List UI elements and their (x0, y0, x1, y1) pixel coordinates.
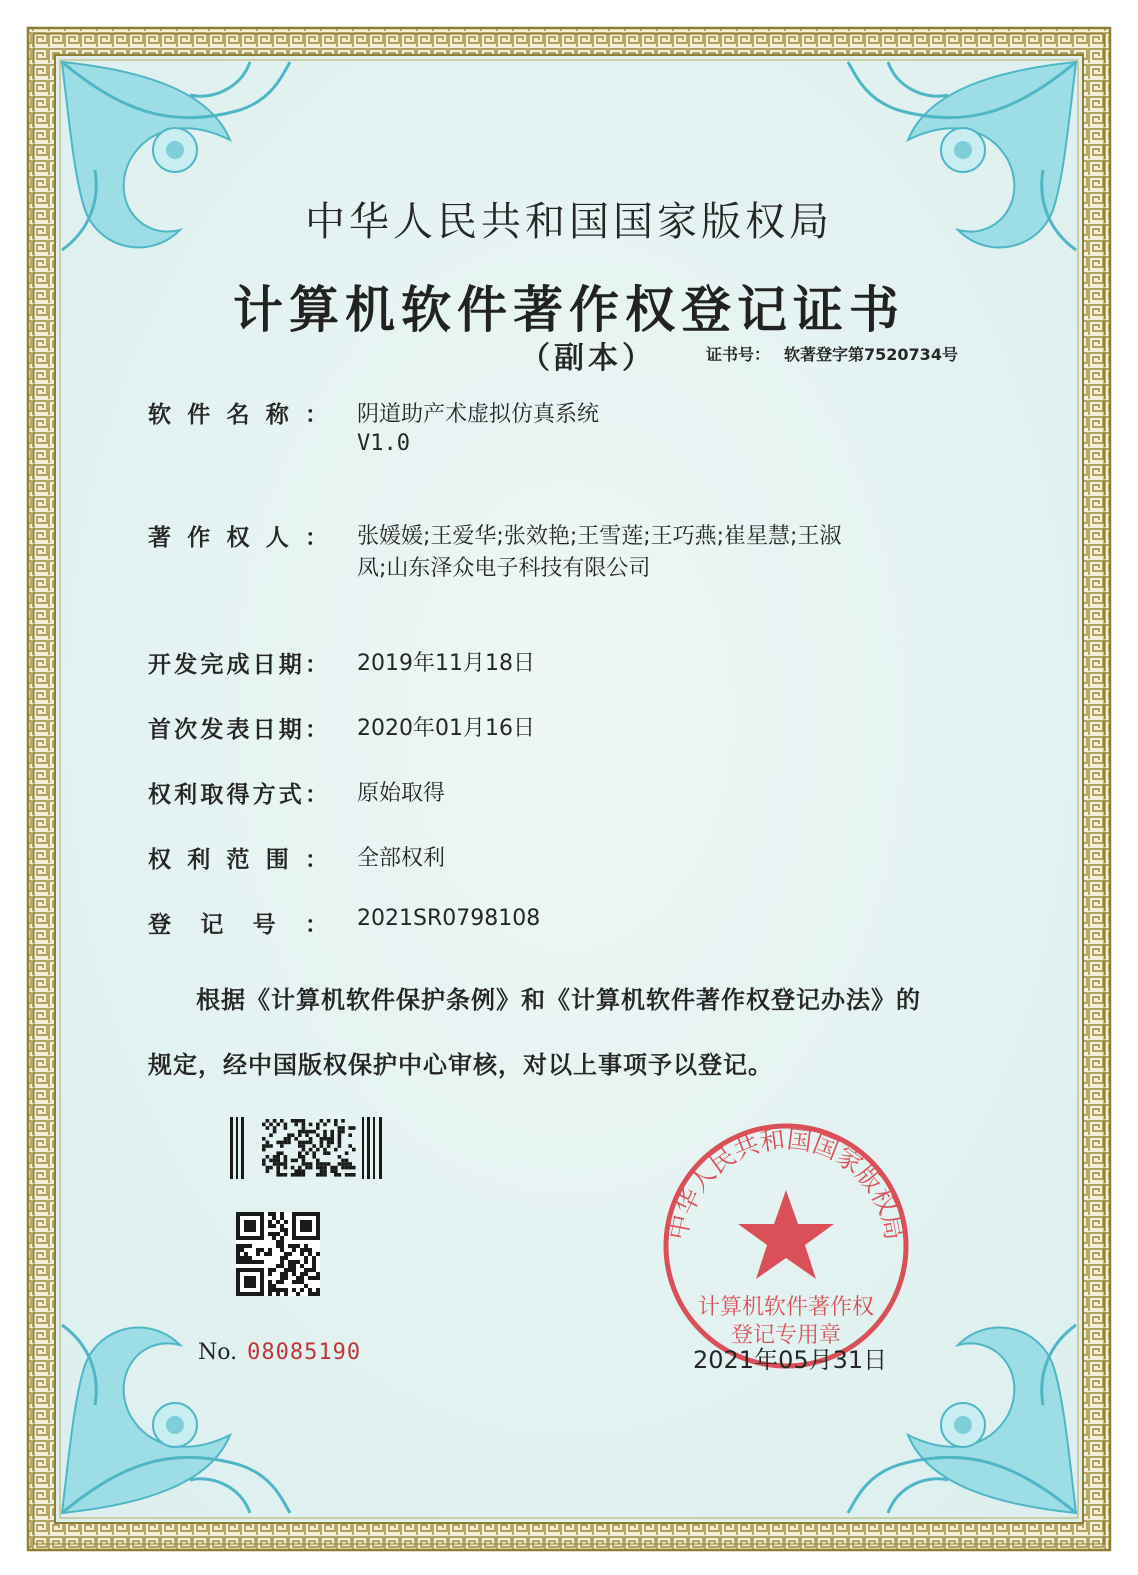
field-value-completion-date: 2019年11月18日 (357, 651, 535, 676)
barcode-image (230, 1117, 392, 1179)
field-value-registration-number: 2021SR0798108 (357, 906, 541, 931)
copy-mark: （副本） (520, 341, 656, 376)
field-label-completion-date: 开 发 完 成 日 期 ： (148, 652, 328, 678)
field-label-rights-scope: 权 利 范 围 ： (148, 847, 328, 873)
field-label-software-name: 软 件 名 称 ： (148, 402, 328, 428)
seal-inner-line-1: 计算机软件著作权 (697, 1295, 875, 1320)
field-value-acquisition-method: 原始取得 (357, 781, 446, 806)
official-seal-stamp (658, 1118, 914, 1374)
statement-line-1: 根据《计算机软件保护条例》和《计算机软件著作权登记办法》的 (196, 986, 921, 1014)
statement-line-2: 规定，经中国版权保护中心审核，对以上事项予以登记。 (148, 1051, 773, 1079)
seal-inner-line-2: 登记专用章 (730, 1323, 842, 1348)
field-label-acquisition-method: 权 利 取 得 方 式 ： (148, 782, 328, 808)
certificate-number (706, 342, 972, 365)
field-label-copyright-owner: 著 作 权 人 ： (148, 525, 328, 551)
serial-number (198, 1340, 361, 1365)
field-value-software-version: V1.0 (357, 431, 410, 456)
field-value-rights-scope: 全部权利 (357, 846, 446, 871)
seal-star-icon (738, 1190, 834, 1279)
field-value-copyright-owner-line2: 凤;山东泽众电子科技有限公司 (357, 556, 651, 581)
field-label-registration-number: 登 记 号 ： (148, 912, 328, 938)
certificate-number-value: 软著登字第7520734号 (784, 345, 958, 364)
seal-outer-text: 中华人民共和国国家版权局 (662, 1124, 910, 1243)
issue-date: 2021年05月31日 (693, 1346, 888, 1374)
field-value-copyright-owner-line1: 张媛媛;王爱华;张效艳;王雪莲;王巧燕;崔星慧;王淑 (357, 524, 842, 549)
field-value-publish-date: 2020年01月16日 (357, 716, 535, 741)
field-value-software-name: 阴道助产术虚拟仿真系统 (357, 402, 600, 427)
qr-code-image (236, 1212, 320, 1296)
certificate-number-label: 证书号： (706, 345, 771, 364)
serial-number-label: No. (198, 1340, 238, 1365)
certificate-title: 计算机软件著作权登记证书 (233, 281, 905, 339)
serial-number-value: 08085190 (247, 1340, 362, 1365)
issuing-authority: 中华人民共和国国家版权局 (305, 199, 833, 245)
field-label-publish-date: 首 次 发 表 日 期 ： (148, 717, 328, 743)
